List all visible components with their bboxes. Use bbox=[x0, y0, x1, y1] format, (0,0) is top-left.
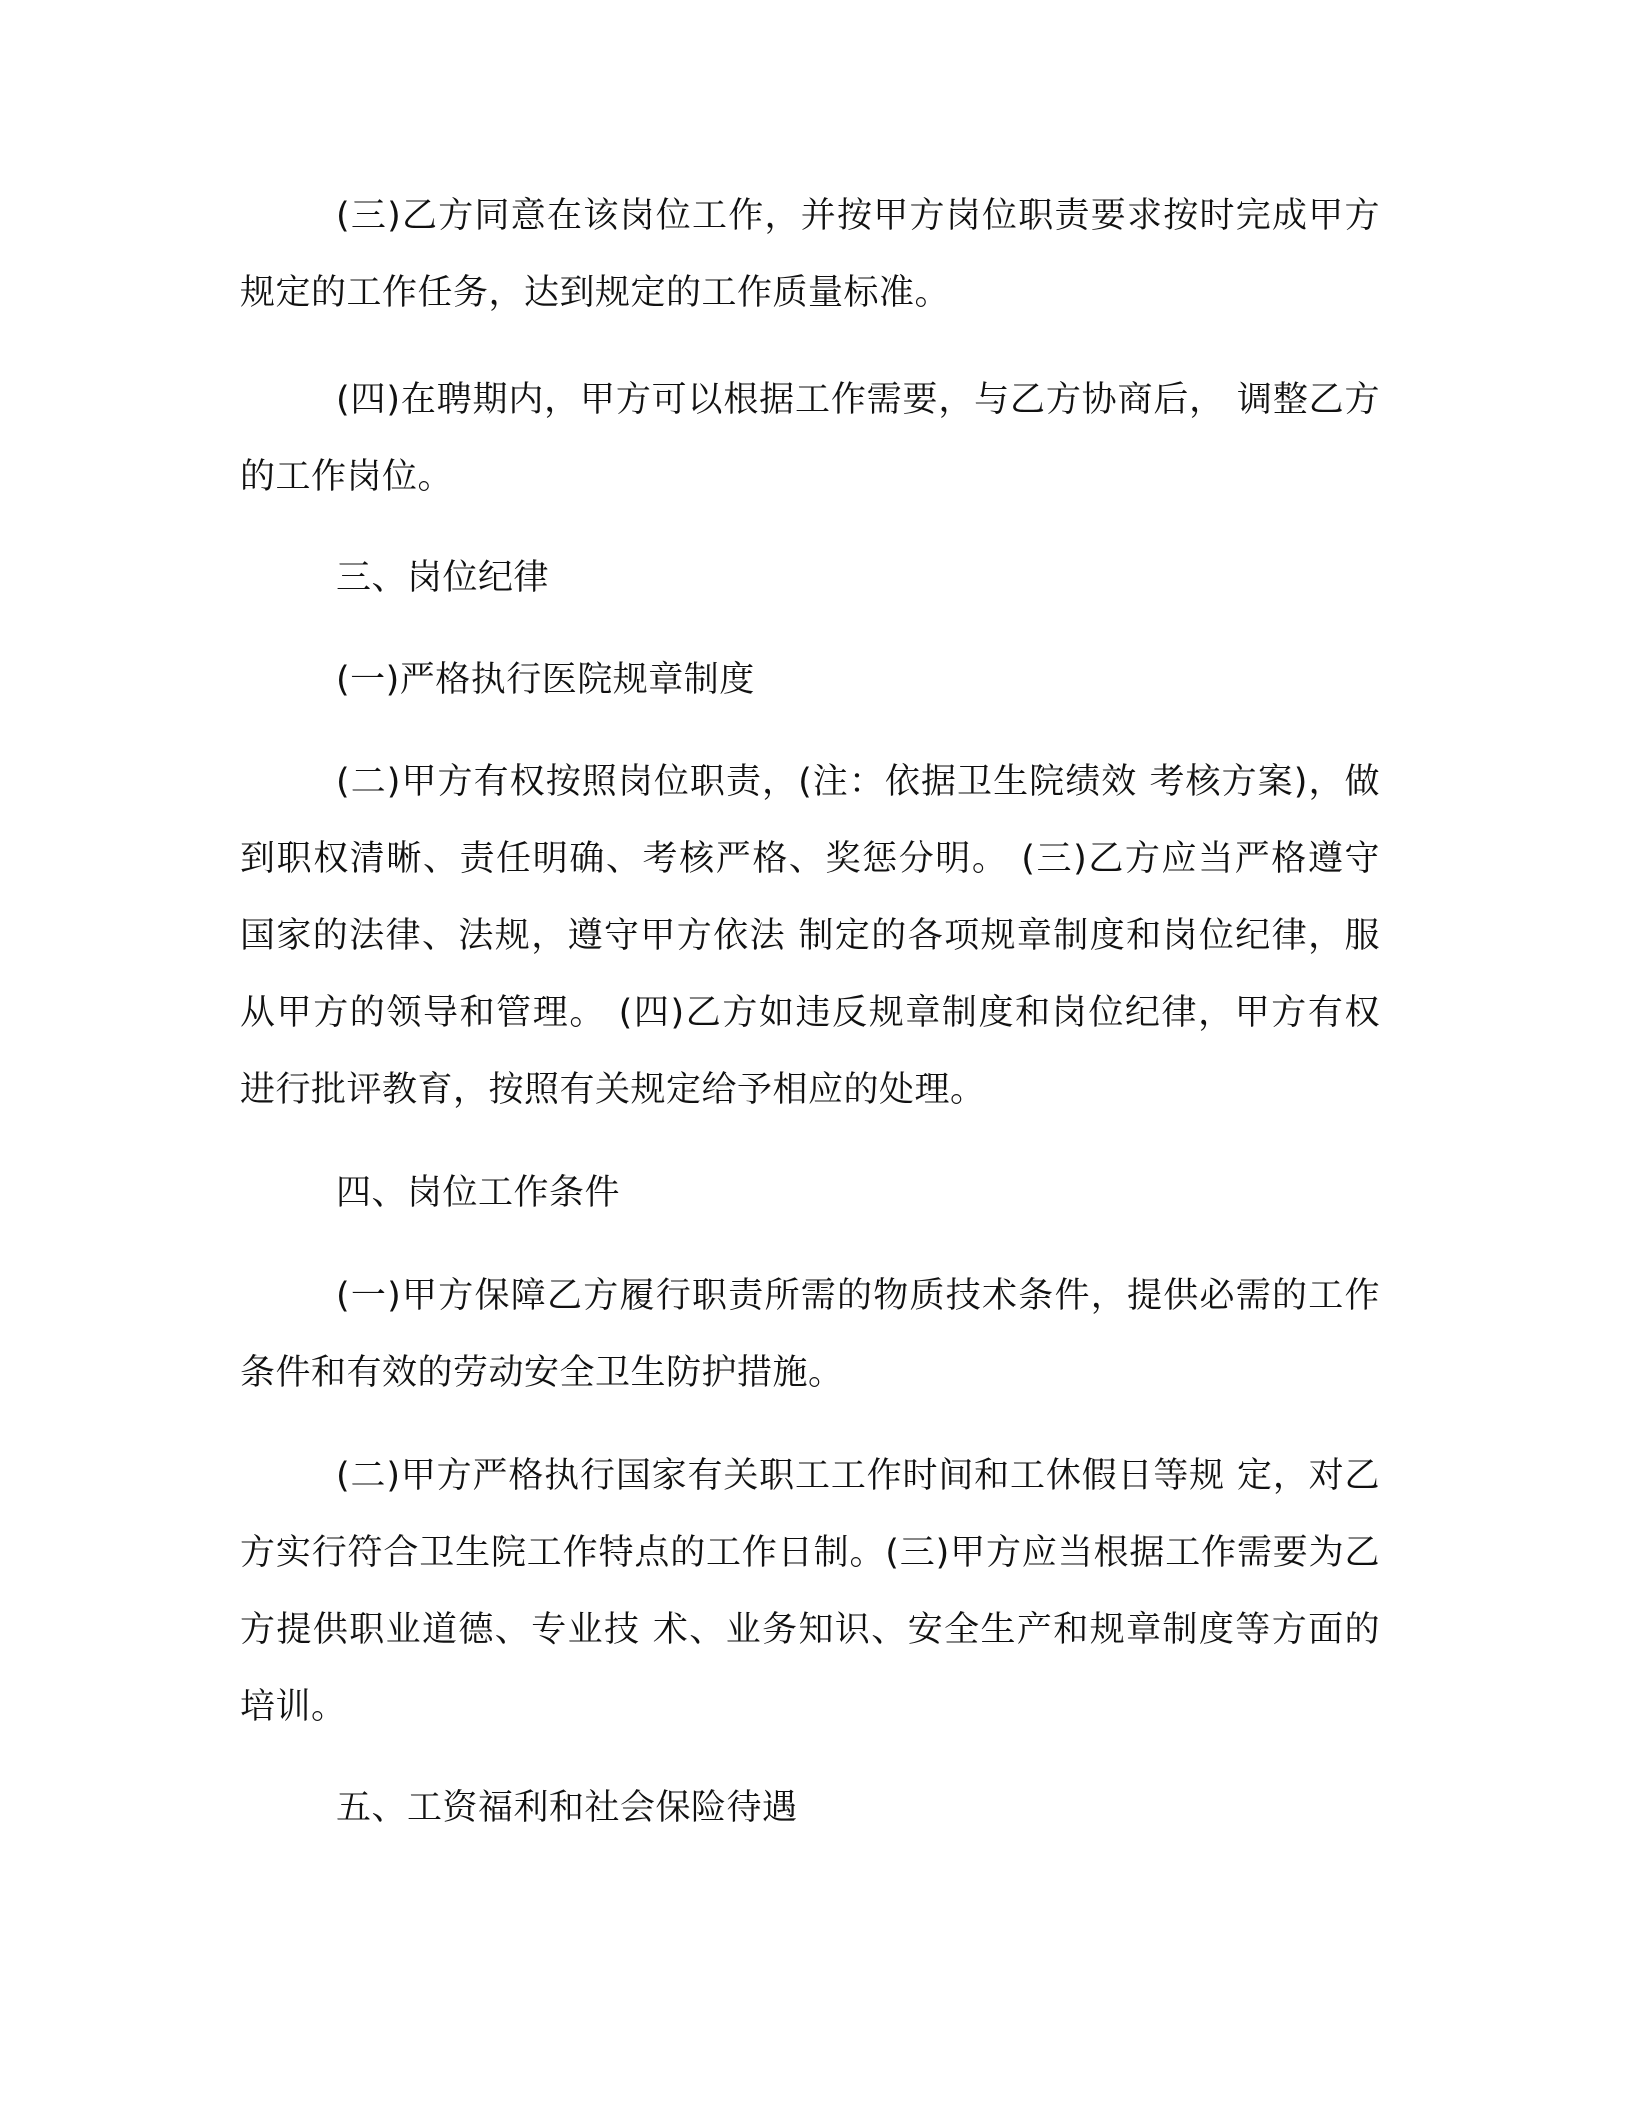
paragraph-4-position-adjustment: (四)在聘期内，甲方可以根据工作需要，与乙方协商后， 调整乙方的工作岗位。 bbox=[240, 380, 1380, 497]
paragraph-2-work-hours-and-training: (二)甲方严格执行国家有关职工工作时间和工休假日等规 定，对乙方实行符合卫生院工作特点的工作日制。(三)甲方应当根据工作需要为乙方提供职业道德、专业技 术、业务知识、安全生产和规章制度等方面的培训。 bbox=[240, 1456, 1380, 1727]
section-heading-salary-benefits: 五、工资福利和社会保险待遇 bbox=[336, 1788, 798, 1828]
paragraph-2-assessment-and-discipline: (二)甲方有权按照岗位职责，(注：依据卫生院绩效 考核方案)，做到职权清晰、责任明确、考核严格、奖惩分明。 (三)乙方应当严格遵守国家的法律、法规，遵守甲方依法 制定的各项规章制度和岗位纪律，服从甲方的领导和管理。 (四)乙方如违反规章制度和岗位纪律，甲方有权进行批评教育，按照有关规定给予相应的处理。 bbox=[240, 762, 1380, 1110]
paragraph-1-hospital-rules: (一)严格执行医院规章制度 bbox=[336, 660, 755, 700]
paragraph-1-material-conditions: (一)甲方保障乙方履行职责所需的物质技术条件，提供必需的工作条件和有效的劳动安全卫生防护措施。 bbox=[240, 1276, 1380, 1393]
section-heading-discipline: 三、岗位纪律 bbox=[336, 558, 550, 598]
paragraph-3-job-acceptance: (三)乙方同意在该岗位工作，并按甲方岗位职责要求按时完成甲方规定的工作任务，达到规定的工作质量标准。 bbox=[240, 196, 1380, 313]
section-heading-work-conditions: 四、岗位工作条件 bbox=[336, 1173, 621, 1213]
